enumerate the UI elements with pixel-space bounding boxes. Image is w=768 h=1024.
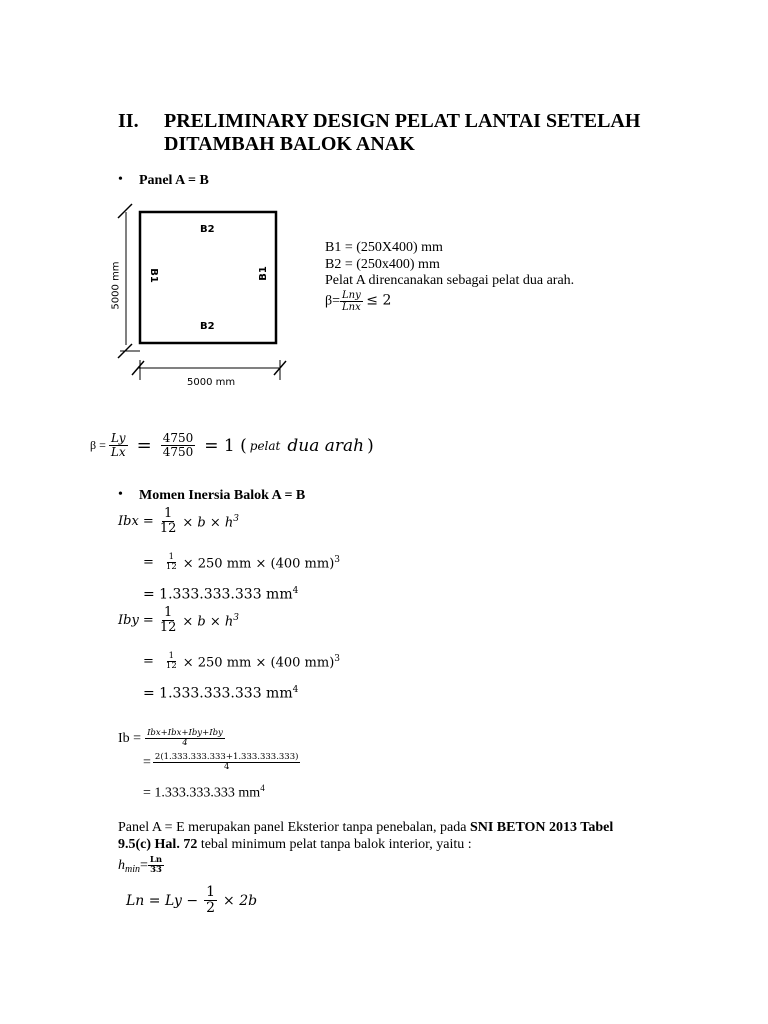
iby-rhs-text: × b × h — [182, 613, 234, 629]
beta-equation — [90, 432, 374, 459]
ib-formula — [118, 729, 225, 749]
ib-lhs: Ib = — [118, 730, 142, 746]
beta-eq-result: = 1 ( — [204, 435, 247, 456]
iby-lhs: Iby = — [118, 613, 154, 629]
ib-step-eq: = — [143, 754, 151, 770]
ln-num: 1 — [206, 884, 216, 900]
iby-step-rhs — [183, 654, 340, 670]
beta-eq-frac1 — [109, 432, 128, 459]
iby-step-den: 12 — [165, 661, 177, 672]
ibx-rhs-text: × b × h — [182, 514, 234, 530]
ib-result — [143, 783, 265, 802]
iby-step-eq: = — [143, 654, 154, 670]
beta-eq-prefix: β = — [90, 438, 106, 453]
ibx-result-text: = 1.333.333.333 mm — [143, 586, 293, 603]
beta-eq-eq1: = — [136, 435, 152, 457]
dim-tick-top — [118, 204, 132, 218]
ibx-step-rhs — [183, 555, 340, 571]
diagram-label-right: B1 — [257, 266, 269, 281]
hmin-num: Ln — [149, 855, 163, 865]
bullet-dot: • — [118, 172, 123, 187]
ibx-result — [143, 586, 298, 603]
ibx-step-num: 1 — [168, 552, 175, 562]
ibx-frac — [158, 507, 179, 537]
hmin-formula — [118, 856, 164, 876]
iby-step-exp: 3 — [334, 653, 340, 664]
beta-eq-close: ) — [367, 435, 374, 456]
ibx-lhs: Ibx = — [118, 514, 154, 530]
panel-paragraph-text1: Panel A = E merupakan panel Eksterior tanpa penebalan, pada — [118, 820, 470, 835]
beta-eq-num1: Ly — [110, 431, 126, 445]
note-pelat: Pelat A direncanakan sebagai pelat dua arah. — [325, 273, 575, 288]
iby-step-num: 1 — [168, 651, 175, 661]
ibx-step — [143, 553, 340, 573]
iby-rhs — [182, 613, 239, 629]
ib-frac2 — [153, 753, 301, 773]
ib-frac1 — [145, 729, 225, 749]
ib-num2: 2(1.333.333.333+1.333.333.333) — [154, 752, 299, 762]
iby-exp: 3 — [233, 612, 239, 623]
iby-formula — [118, 606, 239, 636]
iby-result-exp: 4 — [292, 685, 299, 695]
ln-lhs: Ln = Ly − — [126, 892, 199, 909]
bullet-panel-label: Panel A = B — [139, 173, 209, 188]
section-title-line1: PRELIMINARY DESIGN PELAT LANTAI SETELAH — [164, 110, 641, 132]
ln-den: 2 — [206, 900, 216, 917]
diagram-label-left: B1 — [147, 268, 159, 283]
beta-eq-dua-arah: dua arah — [287, 435, 365, 456]
beta-eq-pelat: pelat — [249, 438, 281, 453]
diagram-dim-vertical: 5000 mm — [110, 261, 122, 310]
ibx-step-eq: = — [143, 555, 154, 571]
beta-eq-frac2 — [161, 432, 196, 459]
iby-step-rhs-text: × 250 mm × (400 mm) — [182, 655, 335, 670]
diagram-dim-horizontal: 5000 mm — [187, 377, 236, 388]
note-beta-prefix: β= — [325, 293, 341, 309]
iby-step — [143, 652, 340, 672]
hmin-eq: = — [140, 857, 148, 873]
ib-result-text: = 1.333.333.333 mm — [143, 785, 261, 801]
ibx-den: 12 — [159, 521, 177, 537]
iby-result-text: = 1.333.333.333 mm — [143, 685, 293, 702]
ib-den1: 4 — [182, 738, 188, 749]
ibx-step-frac — [164, 553, 179, 573]
beta-eq-num2: 4750 — [162, 431, 194, 445]
panel-paragraph-text2: tebal minimum pelat tanpa balok interior, yaitu : — [197, 837, 472, 852]
panel-paragraph-bold2: 9.5(c) Hal. 72 — [118, 837, 198, 852]
section-title-line2: DITAMBAH BALOK ANAK — [164, 133, 415, 155]
ib-step — [143, 753, 300, 773]
panel-paragraph-line1 — [118, 820, 613, 836]
iby-frac — [158, 606, 179, 636]
ibx-formula — [118, 507, 239, 537]
bullet-momen-label: Momen Inersia Balok A = B — [139, 488, 306, 503]
note-beta-fraction — [340, 290, 363, 313]
note-b1: B1 = (250X400) mm — [325, 240, 443, 255]
note-beta — [325, 290, 391, 313]
ibx-num: 1 — [163, 506, 173, 521]
panel-paragraph-bold1: SNI BETON 2013 Tabel — [469, 820, 614, 835]
hmin-sub: min — [125, 864, 140, 876]
ibx-step-rhs-text: × 250 mm × (400 mm) — [182, 556, 335, 571]
ln-rhs: × 2b — [223, 892, 258, 909]
diagram-label-bottom: B2 — [200, 321, 215, 332]
note-beta-cond: ≤ 2 — [366, 292, 392, 309]
ibx-rhs — [182, 514, 239, 530]
iby-den: 12 — [159, 620, 177, 636]
ibx-result-exp: 4 — [292, 586, 299, 596]
iby-num: 1 — [163, 605, 173, 620]
ib-den2: 4 — [223, 762, 230, 773]
section-number: II. — [118, 110, 139, 132]
note-beta-num: Lny — [342, 290, 361, 301]
beta-eq-den2: 4750 — [162, 445, 194, 460]
ln-formula — [126, 885, 257, 917]
note-beta-den: Lnx — [342, 302, 361, 313]
panel-paragraph-line2 — [118, 837, 472, 853]
beta-eq-den1: Lx — [110, 445, 126, 460]
ibx-step-den: 12 — [165, 562, 177, 573]
bullet-dot: • — [118, 487, 123, 502]
hmin-frac — [148, 856, 164, 876]
note-b2: B2 = (250x400) mm — [325, 257, 440, 272]
ln-frac — [204, 885, 217, 917]
iby-step-frac — [164, 652, 179, 672]
ib-num1: Ibx+Ibx+Iby+Iby — [147, 728, 223, 738]
hmin-lhs: h — [118, 857, 125, 873]
ibx-exp: 3 — [233, 513, 239, 524]
hmin-den: 33 — [150, 865, 162, 876]
ibx-step-exp: 3 — [334, 554, 340, 565]
diagram-label-top: B2 — [200, 224, 215, 235]
ib-result-exp: 4 — [260, 783, 265, 793]
iby-result — [143, 685, 298, 702]
